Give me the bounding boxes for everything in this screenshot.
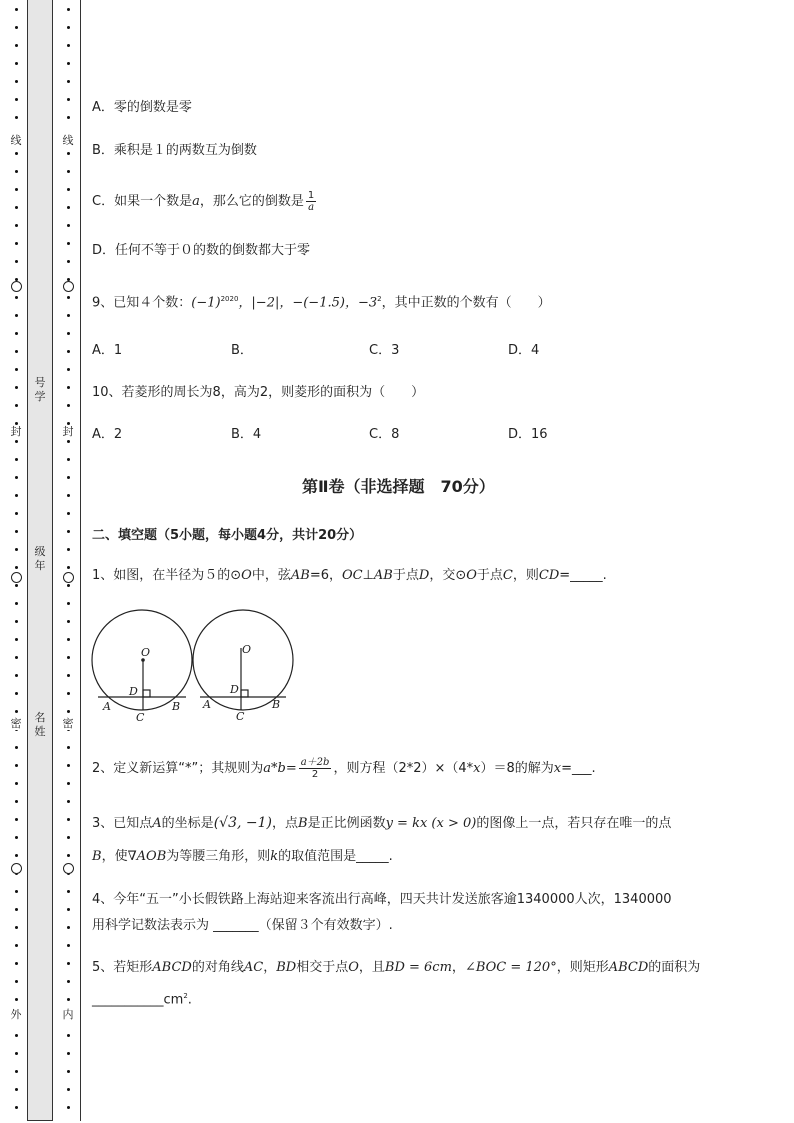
cut-line-dot (15, 746, 18, 749)
cut-line-dot (15, 314, 18, 317)
cut-line-dot (67, 620, 70, 623)
cut-line-dot (15, 1070, 18, 1073)
grade-label: 级年 (34, 545, 46, 572)
fill4-line1: 4、今年“五一”小长假铁路上海站迎来客流出行高峰，四天共计发送旅客逾1340000人次，1340000 (92, 892, 672, 907)
label-c-right: C (236, 710, 245, 723)
cut-line-dot (67, 224, 70, 227)
outer-circle-mark (11, 863, 22, 874)
cut-line-dot (15, 530, 18, 533)
cut-line-dot (67, 854, 70, 857)
cut-line-dot (67, 710, 70, 713)
label-c-left: C (136, 711, 145, 724)
cut-line-dot (67, 512, 70, 515)
cut-line-dot (67, 584, 70, 587)
cut-line-dot (67, 116, 70, 119)
cut-line-dot (15, 692, 18, 695)
cut-line-dot (67, 674, 70, 677)
cut-line-dot (15, 836, 18, 839)
cut-line-dot (15, 332, 18, 335)
label-b-left: B (172, 700, 181, 713)
cut-line-dot (67, 152, 70, 155)
student-number-label: 号学 (34, 376, 46, 403)
cut-line-dot (67, 440, 70, 443)
q8-option-a: A．零的倒数是零 (92, 100, 192, 115)
cut-line-dot (15, 818, 18, 821)
cut-line-dot (15, 224, 18, 227)
cut-line-dot (67, 1052, 70, 1055)
cut-line-dot (15, 98, 18, 101)
label-o-right: O (242, 643, 252, 656)
cut-line-dot (67, 746, 70, 749)
cut-line-dot (67, 260, 70, 263)
label-a-left: A (103, 700, 111, 713)
fill4-line2: 用科学记数法表示为 _______（保留３个有效数字）. (92, 918, 393, 933)
cut-line-dot (67, 800, 70, 803)
cut-line-dot (15, 404, 18, 407)
cut-line-dot (15, 980, 18, 983)
cut-line-dot (67, 404, 70, 407)
fill3-line2: B，使∇AOB为等腰三角形，则k的取值范围是_____. (92, 849, 393, 864)
cut-line-dot (15, 548, 18, 551)
inner-mark-nei: 内 (58, 1008, 78, 1021)
fill3-line1: 3、已知点A的坐标是(√3, −1)，点B是正比例函数y = kx (x > 0)的图像上一点，若只存在唯一的点 (92, 815, 672, 831)
outer-mark-mi: 密 (6, 717, 26, 730)
outer-dotted-line (11, 0, 21, 1116)
cut-line-dot (15, 170, 18, 173)
cut-line-dot (67, 242, 70, 245)
cut-line-dot (15, 962, 18, 965)
cut-line-dot (15, 854, 18, 857)
q9-option-a: A．1 (92, 343, 123, 358)
cut-line-dot (15, 458, 18, 461)
outer-mark-wai: 外 (6, 1008, 26, 1021)
cut-line-dot (67, 764, 70, 767)
cut-line-dot (15, 1034, 18, 1037)
cut-line-dot (15, 440, 18, 443)
q10-option-b: B．4 (231, 427, 262, 442)
cut-line-dot (15, 26, 18, 29)
fraction-a-plus-2b-over-2: $\frac{a+2b}{2}$ (300, 757, 330, 780)
cut-line-dot (67, 188, 70, 191)
name-label: 名姓 (34, 711, 46, 738)
fill2-stem: 2、定义新运算“*”；其规则为a*b= $\frac{a+2b}{2}$ ，则方程（2*2）×（4*x）＝8的解为x=___. (92, 757, 596, 780)
cut-line-dot (15, 710, 18, 713)
label-a-right: A (203, 698, 211, 711)
cut-line-dot (15, 260, 18, 263)
cut-line-dot (15, 1106, 18, 1109)
cut-line-dot (67, 908, 70, 911)
cut-line-dot (67, 494, 70, 497)
cut-line-dot (67, 458, 70, 461)
cut-line-dot (15, 620, 18, 623)
cut-line-dot (15, 674, 18, 677)
cut-line-dot (67, 170, 70, 173)
inner-mark-feng: 封 (58, 425, 78, 438)
cut-line-dot (15, 1088, 18, 1091)
cut-line-dot (15, 998, 18, 1001)
fill1-stem: 1、如图，在半径为５的⊙O中，弦AB=6，OC⊥AB于点D，交⊙O于点C，则CD=_____. (92, 568, 607, 583)
cut-line-dot (67, 98, 70, 101)
cut-line-dot (67, 998, 70, 1001)
outer-circle-mark (11, 572, 22, 583)
label-d-left: D (129, 685, 138, 698)
outer-mark-feng: 封 (6, 425, 26, 438)
cut-line-dot (67, 44, 70, 47)
cut-line-dot (67, 314, 70, 317)
circle-chord-figure (88, 604, 300, 724)
cut-line-dot (15, 944, 18, 947)
cut-line-dot (67, 782, 70, 785)
cut-line-dot (15, 116, 18, 119)
cut-line-dot (67, 332, 70, 335)
cut-line-dot (67, 62, 70, 65)
inner-mark-mi: 密 (58, 717, 78, 730)
fraction-1-over-a: $\frac{1}{a}$ (307, 190, 315, 213)
fill5-line1: 5、若矩形ABCD的对角线AC，BD相交于点O，且BD = 6cm，∠BOC = 120°，则矩形ABCD的面积为 (92, 960, 701, 975)
cut-line-dot (15, 782, 18, 785)
q8-option-b: B．乘积是１的两数互为倒数 (92, 143, 257, 158)
cut-line-dot (15, 908, 18, 911)
q10-option-d: D．16 (508, 427, 548, 442)
cut-line-dot (67, 386, 70, 389)
cut-line-dot (15, 656, 18, 659)
label-d-right: D (230, 683, 239, 696)
cut-line-dot (15, 512, 18, 515)
cut-line-dot (67, 962, 70, 965)
right-angle-mark-right (241, 690, 248, 697)
cut-line-dot (15, 926, 18, 929)
cut-line-dot (15, 494, 18, 497)
q9-stem: 9、已知４个数：$(-1)^{2020}$，|−2|，−(−1.5)，$-3^2$，其中正数的个数有（ ） (92, 295, 551, 311)
cut-line-dot (15, 62, 18, 65)
q10-option-c: C．8 (369, 427, 400, 442)
cut-line-dot (67, 80, 70, 83)
cut-line-dot (15, 764, 18, 767)
cut-line-dot (67, 692, 70, 695)
cut-line-dot (15, 602, 18, 605)
cut-line-dot (15, 44, 18, 47)
cut-line-dot (67, 548, 70, 551)
label-o-left: O (141, 646, 151, 659)
part2-title: 第Ⅱ卷（非选择题 70分） (302, 477, 495, 496)
cut-line-dot (67, 836, 70, 839)
cut-line-dot (15, 890, 18, 893)
cut-line-dot (67, 206, 70, 209)
cut-line-dot (15, 206, 18, 209)
circle-right (193, 610, 293, 710)
cut-line-dot (67, 368, 70, 371)
label-b-right: B (272, 698, 281, 711)
cut-line-dot (15, 242, 18, 245)
inner-circle-mark (63, 572, 74, 583)
cut-line-dot (67, 602, 70, 605)
outer-circle-mark (11, 281, 22, 292)
cut-line-dot (15, 638, 18, 641)
cut-line-dot (15, 368, 18, 371)
cut-line-dot (15, 188, 18, 191)
inner-mark-xian: 线 (58, 134, 78, 147)
inner-circle-mark (63, 281, 74, 292)
cut-line-dot (67, 980, 70, 983)
cut-line-dot (67, 476, 70, 479)
cut-line-dot (15, 800, 18, 803)
cut-line-dot (67, 818, 70, 821)
cut-line-dot (15, 386, 18, 389)
cut-line-dot (15, 1052, 18, 1055)
cut-line-dot (15, 566, 18, 569)
outer-mark-xian: 线 (6, 134, 26, 147)
cut-line-dot (15, 350, 18, 353)
cut-line-dot (67, 944, 70, 947)
cut-line-dot (15, 152, 18, 155)
q8-option-d: D．任何不等于０的数的倒数都大于零 (92, 243, 311, 258)
cut-line-dot (67, 26, 70, 29)
cut-line-dot (15, 584, 18, 587)
cut-line-dot (15, 8, 18, 11)
cut-line-dot (15, 476, 18, 479)
q9-option-b: B． (231, 343, 253, 358)
cut-line-dot (67, 8, 70, 11)
cut-line-dot (67, 530, 70, 533)
cut-line-dot (15, 80, 18, 83)
cut-line-dot (15, 296, 18, 299)
q9-option-d: D．4 (508, 343, 540, 358)
q10-option-a: A．2 (92, 427, 123, 442)
inner-dotted-line (63, 0, 73, 1116)
fill5-line2: $\_\_\_\_\_\_\_\_\_\_\_cm^2$. (92, 992, 192, 1008)
cut-line-dot (67, 1106, 70, 1109)
fill-in-section-heading: 二、填空题（5小题，每小题4分，共计20分） (92, 528, 363, 543)
right-angle-mark-left (143, 690, 150, 697)
q10-stem: 10、若菱形的周长为8，高为2，则菱形的面积为（ ） (92, 385, 425, 400)
q8-option-c: C．如果一个数是a，那么它的倒数是 $\frac{1}{a}$ (92, 190, 315, 213)
cut-line-dot (67, 638, 70, 641)
q9-option-c: C．3 (369, 343, 400, 358)
cut-line-dot (67, 296, 70, 299)
cut-line-dot (67, 1088, 70, 1091)
cut-line-dot (67, 566, 70, 569)
cut-line-dot (67, 890, 70, 893)
cut-line-dot (67, 1034, 70, 1037)
inner-circle-mark (63, 863, 74, 874)
cut-line-dot (67, 926, 70, 929)
cut-line-dot (67, 350, 70, 353)
cut-line-dot (67, 1070, 70, 1073)
cut-line-dot (67, 656, 70, 659)
